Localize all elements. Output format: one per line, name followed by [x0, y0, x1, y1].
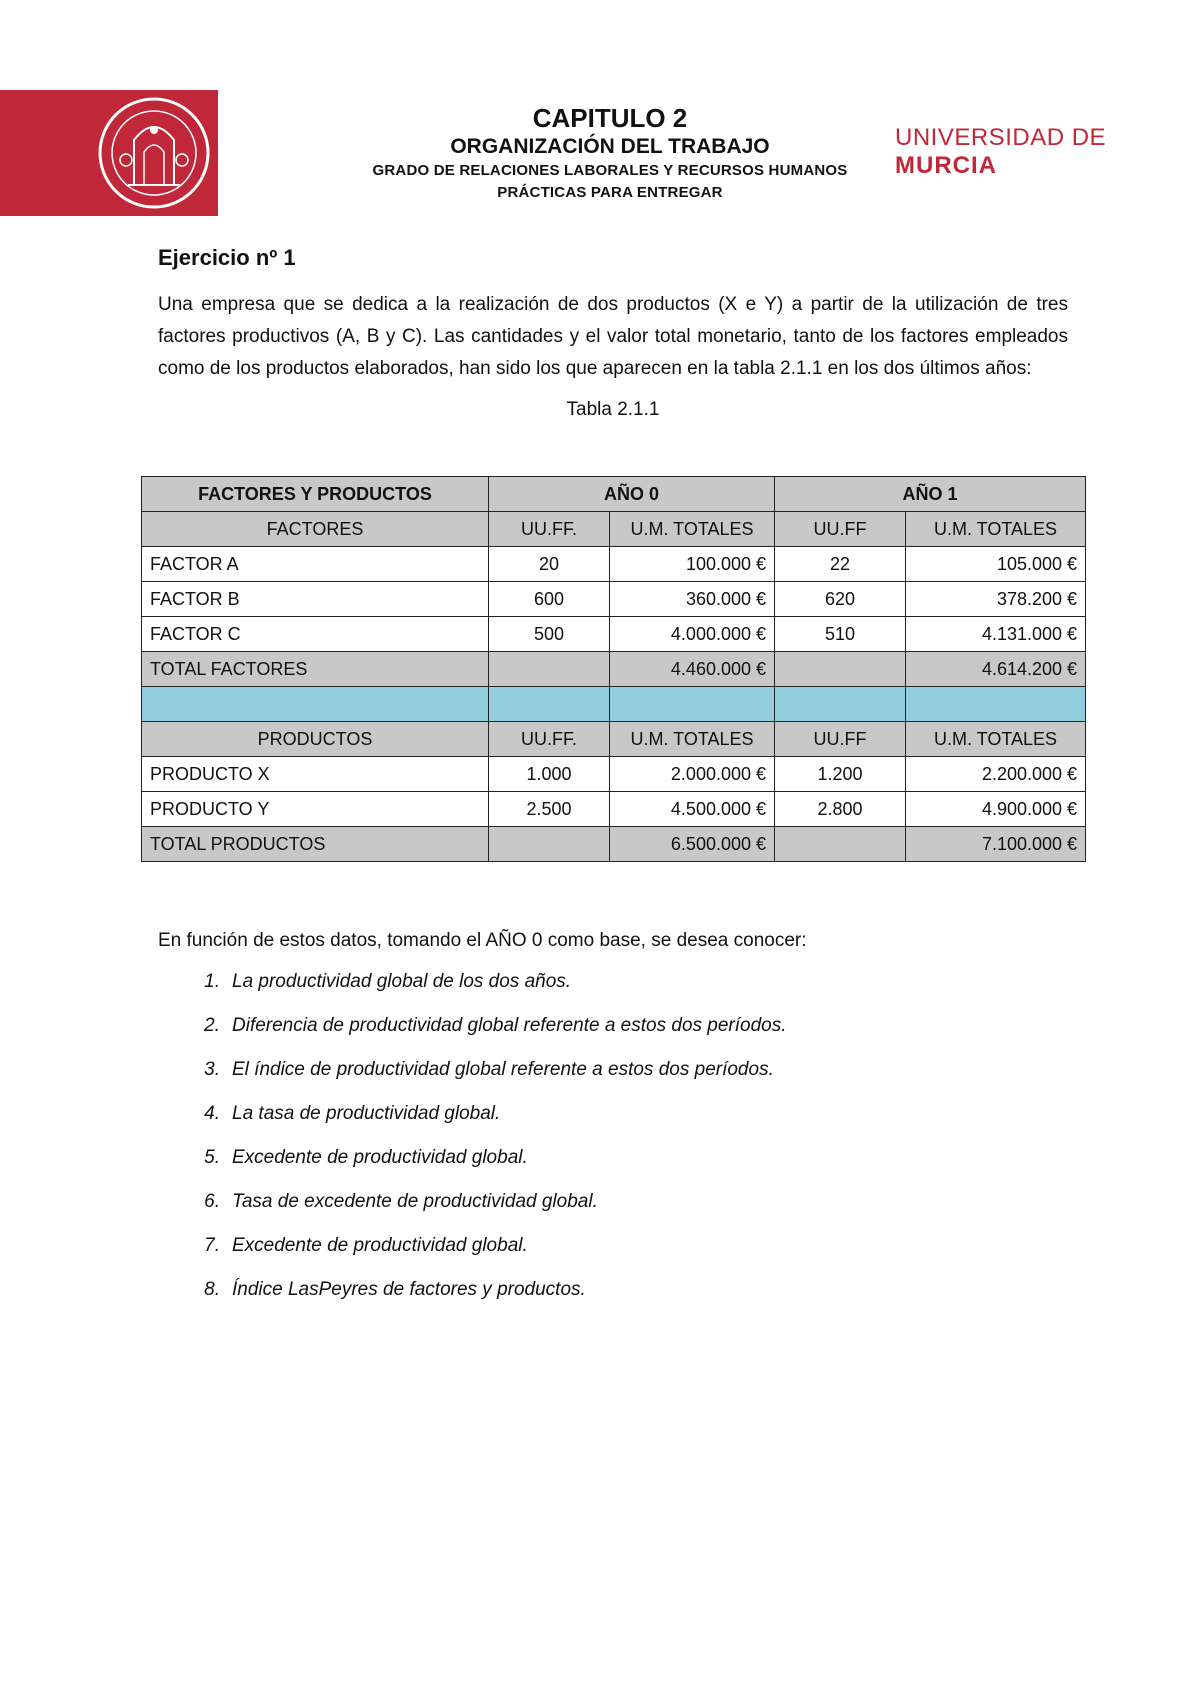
- separator-cell: [610, 687, 775, 722]
- practice-label: PRÁCTICAS PARA ENTREGAR: [497, 184, 723, 201]
- table-cell: 2.500: [489, 792, 610, 827]
- list-item: [158, 1274, 1068, 1318]
- products-subheader-row: [142, 722, 1086, 757]
- separator-cell: [142, 687, 489, 722]
- separator-cell: [906, 687, 1086, 722]
- table-cell: 6.500.000 €: [610, 827, 775, 862]
- list-item: [158, 1054, 1068, 1098]
- item-text: Tasa de excedente de productividad global.: [232, 1191, 598, 1212]
- header-cell: AÑO 0: [489, 477, 775, 512]
- table-cell: 510: [775, 617, 906, 652]
- table-row: [142, 617, 1086, 652]
- table-cell: 1.200: [775, 757, 906, 792]
- table-cell: [775, 652, 906, 687]
- table-cell: [775, 827, 906, 862]
- subheader-cell: UU.FF.: [489, 722, 610, 757]
- subheader-cell: U.M. TOTALES: [610, 512, 775, 547]
- subheader-cell: UU.FF: [775, 722, 906, 757]
- list-item: [158, 966, 1068, 1010]
- table-cell: 500: [489, 617, 610, 652]
- table-row: [142, 757, 1086, 792]
- subheader-cell: U.M. TOTALES: [906, 512, 1086, 547]
- item-text: Diferencia de productividad global referente a estos dos períodos.: [232, 1015, 787, 1036]
- subheader-cell: UU.FF.: [489, 512, 610, 547]
- table-cell: 100.000 €: [610, 547, 775, 582]
- table-caption: Tabla 2.1.1: [566, 399, 660, 420]
- exercise-title: Ejercicio nº 1: [158, 245, 296, 270]
- item-text: La tasa de productividad global.: [232, 1103, 501, 1124]
- item-number: 7.: [204, 1235, 220, 1256]
- table-cell: FACTOR B: [142, 582, 489, 617]
- list-item: [158, 1142, 1068, 1186]
- list-item: [158, 1186, 1068, 1230]
- list-item: [158, 1010, 1068, 1054]
- table-cell: 600: [489, 582, 610, 617]
- table-cell: 2.000.000 €: [610, 757, 775, 792]
- table-header-row: [142, 477, 1086, 512]
- item-text: Índice LasPeyres de factores y productos.: [232, 1279, 586, 1300]
- university-seal: [0, 90, 218, 216]
- table-cell: [489, 827, 610, 862]
- item-text: La productividad global de los dos años.: [232, 971, 572, 992]
- table-cell: 360.000 €: [610, 582, 775, 617]
- table-cell: TOTAL FACTORES: [142, 652, 489, 687]
- seal-emblem-icon: [0, 90, 218, 216]
- subheader-cell: FACTORES: [142, 512, 489, 547]
- table-cell: 378.200 €: [906, 582, 1086, 617]
- table-row: [142, 547, 1086, 582]
- table-cell: [489, 652, 610, 687]
- table-cell: 22: [775, 547, 906, 582]
- table-cell: 4.900.000 €: [906, 792, 1086, 827]
- table-cell: PRODUCTO X: [142, 757, 489, 792]
- logo-line2: MURCIA: [895, 152, 997, 179]
- table-cell: PRODUCTO Y: [142, 792, 489, 827]
- separator-row: [142, 687, 1086, 722]
- item-number: 8.: [204, 1279, 220, 1300]
- table-cell: 2.200.000 €: [906, 757, 1086, 792]
- document-header: [290, 102, 930, 204]
- subheader-cell: U.M. TOTALES: [906, 722, 1086, 757]
- subheader-cell: PRODUCTOS: [142, 722, 489, 757]
- item-number: 6.: [204, 1191, 220, 1212]
- table-cell: 4.614.200 €: [906, 652, 1086, 687]
- table-cell: 105.000 €: [906, 547, 1086, 582]
- questions-section: [158, 930, 1068, 1318]
- subheader-cell: U.M. TOTALES: [610, 722, 775, 757]
- factors-subheader-row: [142, 512, 1086, 547]
- chapter-title: CAPITULO 2: [532, 103, 688, 133]
- item-text: Excedente de productividad global.: [232, 1147, 528, 1168]
- table-cell: 1.000: [489, 757, 610, 792]
- products-total-row: [142, 827, 1086, 862]
- item-number: 1.: [204, 971, 220, 992]
- list-item: [158, 1230, 1068, 1274]
- chapter-subtitle: ORGANIZACIÓN DEL TRABAJO: [450, 135, 770, 158]
- item-number: 5.: [204, 1147, 220, 1168]
- item-number: 3.: [204, 1059, 220, 1080]
- factors-total-row: [142, 652, 1086, 687]
- header-cell: FACTORES Y PRODUCTOS: [142, 477, 489, 512]
- table-cell: FACTOR C: [142, 617, 489, 652]
- questions-list: [158, 966, 1068, 1318]
- table-cell: 4.131.000 €: [906, 617, 1086, 652]
- item-number: 2.: [204, 1015, 220, 1036]
- item-number: 4.: [204, 1103, 220, 1124]
- table-cell: TOTAL PRODUCTOS: [142, 827, 489, 862]
- table-row: [142, 792, 1086, 827]
- table-cell: 2.800: [775, 792, 906, 827]
- header-cell: AÑO 1: [775, 477, 1086, 512]
- data-table-wrapper: [141, 476, 1085, 862]
- data-table: [141, 476, 1086, 862]
- table-cell: 4.500.000 €: [610, 792, 775, 827]
- separator-cell: [489, 687, 610, 722]
- table-cell: 7.100.000 €: [906, 827, 1086, 862]
- item-text: Excedente de productividad global.: [232, 1235, 528, 1256]
- table-cell: 4.460.000 €: [610, 652, 775, 687]
- table-row: [142, 582, 1086, 617]
- item-text: El índice de productividad global referente a estos dos períodos.: [232, 1059, 774, 1080]
- subheader-cell: UU.FF: [775, 512, 906, 547]
- table-cell: 20: [489, 547, 610, 582]
- table-cell: FACTOR A: [142, 547, 489, 582]
- table-cell: 620: [775, 582, 906, 617]
- university-logo: [895, 124, 1106, 180]
- degree-name: GRADO DE RELACIONES LABORALES Y RECURSOS HUMANOS: [372, 162, 848, 179]
- table-cell: 4.000.000 €: [610, 617, 775, 652]
- exercise-section: [158, 245, 1068, 433]
- separator-cell: [775, 687, 906, 722]
- exercise-intro: Una empresa que se dedica a la realización de dos productos (X e Y) a partir de la utilización de tres factores productivos (A, B y C). Las cantidades y el valor total monetario, tanto de los factores empleados como de los productos elaborados, han sido los que aparecen en la tabla 2.1.1 en los dos últimos años:: [158, 294, 1068, 379]
- questions-intro: En función de estos datos, tomando el AÑO 0 como base, se desea conocer:: [158, 930, 807, 951]
- logo-line1: UNIVERSIDAD DE: [895, 124, 1107, 151]
- list-item: [158, 1098, 1068, 1142]
